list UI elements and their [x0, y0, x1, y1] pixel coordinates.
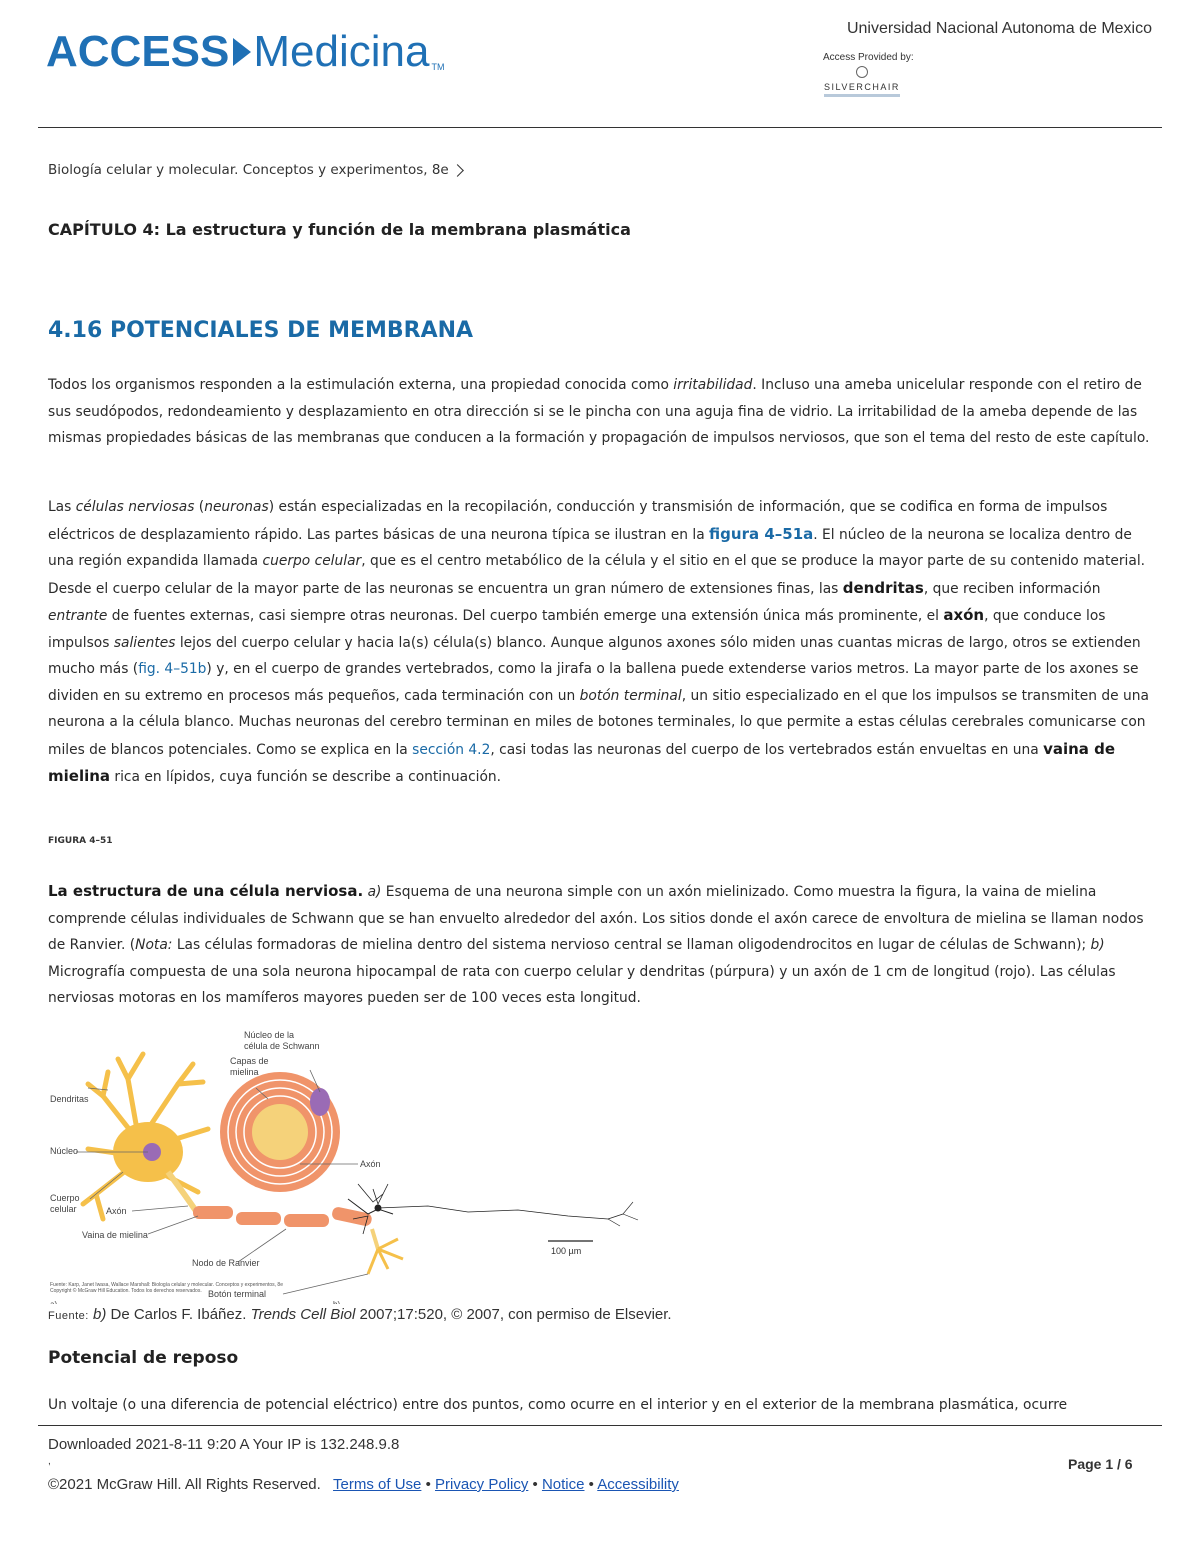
text-run: , que es el centro metabólico de la célula y el sitio en el que se produce la mayor parte de su contenido material. Desde el cuerpo celular de la mayor parte de las neuronas se encuentra un gran número de extensiones finas, las — [48, 553, 1146, 597]
header-divider — [38, 127, 1162, 128]
paragraph-irritabilidad — [48, 372, 1158, 452]
axon-terminals — [368, 1239, 403, 1274]
label-nucleo-schwann-2: célula de Schwann — [244, 1041, 320, 1051]
breadcrumb-book-title[interactable]: Biología celular y molecular. Conceptos y experimentos, 8e — [48, 162, 449, 178]
italic-term: células nerviosas — [75, 499, 195, 515]
label-credit-1: Fuente: Karp, Janet Iwasa, Wallace Marshall: Biología celular y molecular. Conceptos y experimentos, 8e — [50, 1282, 283, 1288]
label-nodo: Nodo de Ranvier — [192, 1258, 260, 1268]
privacy-policy-link[interactable]: Privacy Policy — [435, 1476, 529, 1493]
keyword-vaina-de-mielina: vaina de mielina — [48, 739, 1116, 785]
figure-source — [48, 1306, 672, 1323]
figure-4-51b-link[interactable]: fig. 4–51b — [138, 661, 207, 677]
silverchair-emblem-icon — [856, 66, 868, 78]
separator: • — [584, 1476, 598, 1493]
label-cuerpo-2: celular — [50, 1204, 77, 1214]
label-boton: Botón terminal — [208, 1289, 267, 1299]
label-panel-a — [50, 1300, 57, 1304]
provider-logo-tagline — [824, 94, 900, 97]
terms-of-use-link[interactable]: Terms of Use — [333, 1476, 422, 1493]
logo-trademark: TM — [431, 62, 445, 72]
neuron-figure-svg — [48, 1024, 648, 1304]
provided-by-label: Access Provided by: — [823, 52, 914, 63]
text-run: Esquema de una neurona simple con un axón mielinizado. Como muestra la figura, la vaina de mielina comprende células individuales de Schwann que se han envuelto alrededor del axón. Los sitios donde el axón carece de envoltura de mielina se llaman nodos de Ranvier. ( — [48, 884, 1144, 953]
label-axon-b: Axón — [360, 1159, 381, 1169]
label-nucleo-schwann-1: Núcleo de la — [244, 1030, 295, 1040]
myelin-cross-section — [220, 1072, 340, 1192]
provider-logo-text: SILVERCHAIR — [824, 82, 900, 92]
accessibility-link[interactable]: Accessibility — [597, 1476, 679, 1493]
breadcrumb[interactable] — [48, 162, 462, 178]
italic-term: b) — [1090, 937, 1105, 953]
page-number: Page 1 / 6 — [1068, 1456, 1133, 1472]
copyright-line — [48, 1476, 679, 1493]
italic-term: b) — [92, 1306, 107, 1323]
italic-term: salientes — [113, 634, 176, 651]
label-vaina: Vaina de mielina — [82, 1230, 148, 1240]
label-scale-bar: 100 µm — [551, 1246, 582, 1256]
chapter-title: CAPÍTULO 4: La estructura y función de la membrana plasmática — [48, 220, 631, 239]
figure-4-51a-link[interactable]: figura 4–51a — [709, 524, 814, 543]
keyword-dendritas: dendritas — [842, 578, 924, 597]
italic-term: botón terminal — [579, 687, 682, 704]
section-title: 4.16 POTENCIALES DE MEMBRANA — [48, 318, 474, 343]
copyright-text: ©2021 McGraw Hill. All Rights Reserved. — [48, 1476, 321, 1493]
text-run: ( — [194, 499, 205, 515]
label-capas-2: mielina — [230, 1067, 259, 1077]
italic-term: cuerpo celular — [262, 553, 362, 569]
italic-term: entrante — [48, 608, 108, 624]
text-run: ) están especializadas en la recopilación, conducción y transmisión de información, que se codifica en forma de impulsos eléctricos de desplazamiento rápido. Las partes básicas de una neurona típica se ilustran en la — [48, 499, 1108, 543]
download-comma: , — [48, 1456, 51, 1467]
text-run: , que conduce los impulsos — [48, 608, 1106, 651]
text-run: Micrografía compuesta de una sola neurona hipocampal de rata con cuerpo celular y dendritas (púrpura) y un axón de 1 cm de longitud (rojo). Las células nerviosas motoras en los mamíferos mayores pueden ser de 100 veces esta longitud. — [48, 963, 1116, 1006]
text-run: de fuentes externas, casi siempre otras neuronas. Del cuerpo también emerge una extensión única más prominente, el — [107, 608, 944, 624]
italic-term: Trends Cell Biol — [250, 1306, 356, 1323]
label-cuerpo-1: Cuerpo — [50, 1193, 80, 1203]
text-run: , que reciben información — [923, 580, 1101, 597]
label-panel-b — [333, 1300, 340, 1304]
neuron-figure — [48, 1024, 648, 1304]
keyword-axon: axón — [943, 606, 985, 624]
source-label: Fuente: — [48, 1310, 89, 1322]
italic-term: neuronas — [204, 499, 269, 515]
label-capas-1: Capas de — [230, 1056, 269, 1066]
page-header — [0, 0, 1200, 128]
italic-term: irritabilidad — [673, 377, 753, 393]
figure-label: FIGURA 4–51 — [48, 836, 113, 846]
logo-medicina-text: Medicina — [253, 27, 430, 76]
italic-term: a) — [367, 884, 382, 900]
text-run: . Incluso una ameba unicelular responde con el retiro de sus seudópodos, redondeamiento y desplazamiento en otra dirección si se le pincha con una aguja fina de vidrio. La irritabilidad de la ameba depende de las mismas propiedades básicas de las membranas que conducen a la formación y propagación de impulsos nerviosos, que son el tema del resto de este capítulo. — [48, 377, 1150, 446]
accessmedicina-logo[interactable] — [46, 22, 444, 82]
text-run: De Carlos F. Ibáñez. — [106, 1306, 251, 1323]
text-run: Todos los organismos responden a la estimulación externa, una propiedad conocida como — [48, 377, 674, 393]
italic-term: Nota: — [135, 937, 173, 953]
text-run: , casi todas las neuronas del cuerpo de los vertebrados están envueltas en una — [490, 741, 1044, 758]
label-credit-2: Copyright © McGraw Hill Education. Todos los derechos reservados. — [50, 1288, 202, 1294]
institution-name: Universidad Nacional Autonoma de Mexico — [846, 20, 1152, 37]
logo-arrow-icon — [233, 38, 251, 66]
text-run: Las — [48, 499, 76, 515]
download-info: Downloaded 2021-8-11 9:20 A Your IP is 132.248.9.8 — [48, 1436, 400, 1453]
micrograph-neuron — [348, 1184, 638, 1241]
text-run: ) y, en el cuerpo de grandes vertebrados, como la jirafa o la ballena puede extenderse varios metros. La mayor parte de los axones se dividen en su extremo en procesos más pequeños, cada terminación con un — [48, 661, 1139, 704]
label-dendritas: Dendritas — [50, 1094, 89, 1104]
text-run: lejos del cuerpo celular y hacia la(s) célula(s) blanco. Aunque algunos axones sólo miden unas cuantas micras de largo, otros se extienden mucho más ( — [48, 634, 1141, 677]
figure-caption — [48, 878, 1158, 1012]
text-run: rica en lípidos, cuya función se describe a continuación. — [110, 769, 502, 785]
chevron-right-icon — [451, 164, 464, 177]
footer-divider — [38, 1425, 1162, 1426]
label-axon-a: Axón — [106, 1206, 127, 1216]
text-run: 2007;17:520, © 2007, con permiso de Elsevier. — [355, 1306, 672, 1323]
notice-link[interactable]: Notice — [541, 1476, 585, 1493]
section-4-2-link[interactable]: sección 4.2 — [412, 741, 491, 758]
subheading-potencial-reposo: Potencial de reposo — [48, 1348, 239, 1368]
paragraph-neuronas — [48, 494, 1158, 791]
caption-title: La estructura de una célula nerviosa. — [48, 882, 364, 900]
logo-access-text: ACCESS — [46, 27, 230, 76]
label-nucleo: Núcleo — [50, 1146, 79, 1156]
text-run: . El núcleo de la neurona se localiza dentro de una región expandida llamada — [48, 526, 1132, 569]
text-run: , un sitio especializado en el que los impulsos se transmiten de una neurona a la célula blanco. Muchas neuronas del cerebro terminan en miles de botones terminales, lo que permite a estas células cerebrales comunicarse con miles de blancos potenciales. Como se explica en la — [48, 687, 1149, 758]
separator: • — [421, 1476, 435, 1493]
separator: • — [528, 1476, 542, 1493]
text-run: Las células formadoras de mielina dentro del sistema nervioso central se llaman oligodendrocitos en lugar de células de Schwann); — [172, 937, 1091, 953]
paragraph-voltaje: Un voltaje (o una diferencia de potencial eléctrico) entre dos puntos, como ocurre en el interior y en el exterior de la membrana plasmática, ocurre — [48, 1397, 1068, 1413]
